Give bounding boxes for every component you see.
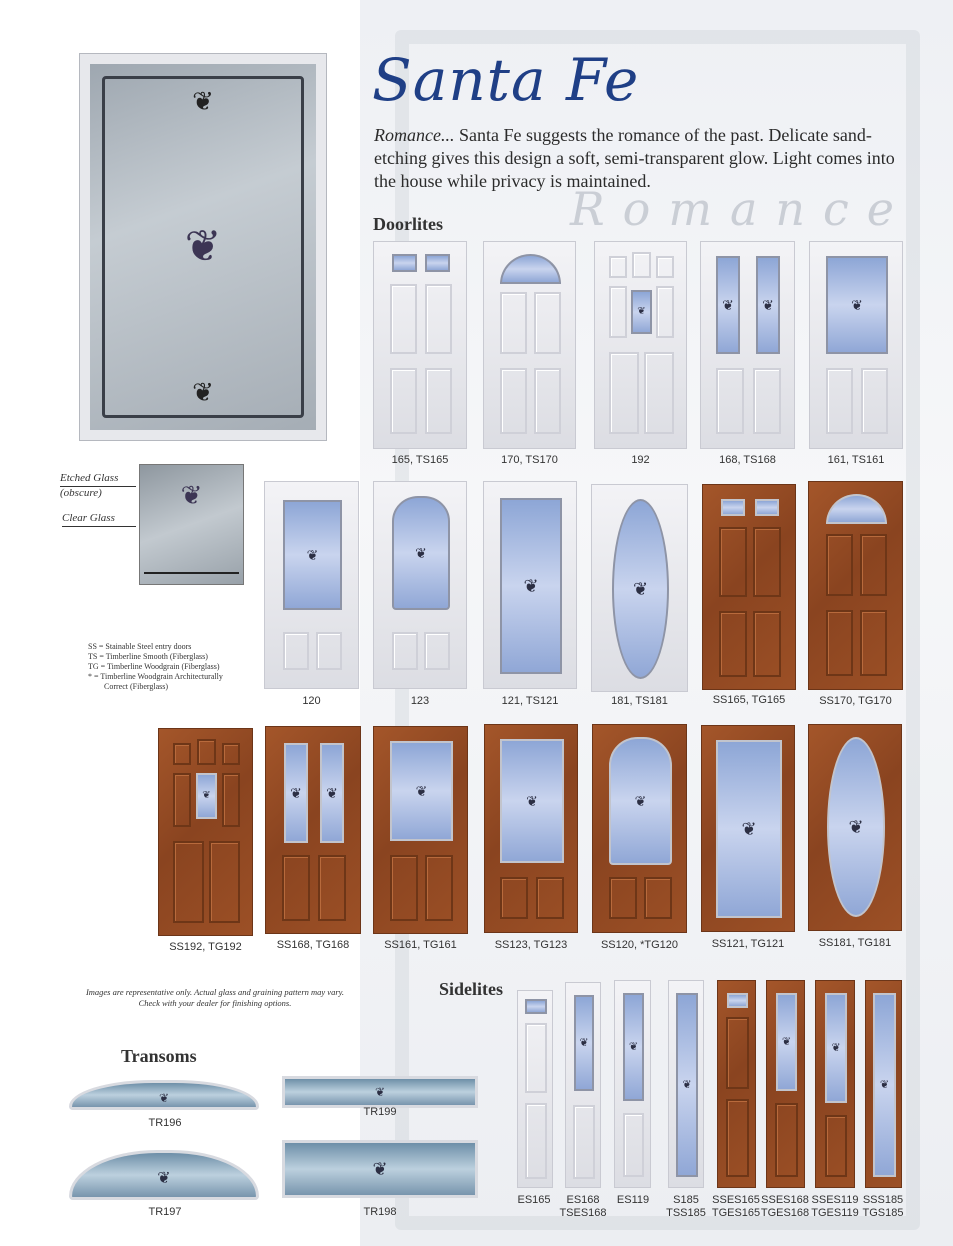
sidelite-panel — [775, 1103, 798, 1177]
door-panel — [316, 632, 342, 670]
door-panel — [609, 352, 639, 434]
door-panel — [716, 368, 744, 434]
glass-ornament-icon: ❦ — [634, 793, 647, 809]
sidelite-glass — [623, 993, 644, 1101]
door-panel — [392, 632, 418, 670]
door-panel — [860, 534, 887, 596]
transom-caption: TR199 — [363, 1106, 397, 1118]
door-ss121[interactable] — [701, 725, 795, 932]
glass-ornament-icon: ❦ — [781, 1036, 792, 1048]
door-ss170[interactable] — [808, 481, 903, 690]
glass-ornament-icon: ❦ — [415, 545, 427, 561]
door-panel — [282, 855, 310, 921]
sidelite-glass — [873, 993, 896, 1177]
sidelite-sss185[interactable] — [865, 980, 902, 1188]
door-caption: 192 — [631, 454, 650, 466]
glass-ornament-icon: ❦ — [526, 793, 538, 809]
door-panel — [536, 877, 564, 919]
door-panel — [534, 292, 561, 354]
door-168[interactable] — [700, 241, 795, 449]
door-ss181[interactable] — [808, 724, 902, 931]
sidelite-panel — [573, 1105, 595, 1179]
door-glass — [500, 739, 564, 863]
door-ss161[interactable] — [373, 726, 468, 934]
door-caption: SS170, TG170 — [819, 695, 892, 707]
sidelite-sses119[interactable] — [815, 980, 855, 1188]
glass-ornament-icon: ❦ — [741, 819, 757, 839]
sidelite-caption — [511, 1194, 557, 1207]
door-120[interactable] — [264, 481, 359, 689]
transoms-heading: Transoms — [121, 1046, 197, 1066]
door-panel — [500, 292, 527, 354]
door-panel — [860, 610, 887, 676]
door-panel — [753, 368, 781, 434]
obscure-label: (obscure) — [60, 487, 102, 499]
legend-line: Correct (Fiberglass) — [104, 682, 169, 691]
door-caption: SS168, TG168 — [276, 939, 350, 951]
door-glass — [196, 773, 217, 819]
door-panel — [609, 256, 627, 278]
transom-ornament-icon: ❦ — [157, 1170, 171, 1188]
sidelite-es119[interactable] — [614, 980, 651, 1188]
transom-ornament-icon: ❦ — [372, 1159, 388, 1179]
door-panel — [644, 877, 672, 919]
sidelite-glass — [727, 993, 748, 1008]
sidelite-code-alt: TGES119 — [811, 1207, 859, 1219]
door-panel — [425, 855, 453, 921]
sidelite-code: SSES168 — [761, 1194, 809, 1206]
door-glass — [284, 743, 308, 843]
sidelite-glass — [776, 993, 797, 1091]
legend-line: TG = Timberline Woodgrain (Fiberglass) — [88, 662, 220, 671]
door-panel — [719, 527, 747, 597]
legend-line: TS = Timberline Smooth (Fiberglass) — [88, 652, 208, 661]
door-panel — [390, 368, 417, 434]
transom-caption: TR197 — [148, 1206, 182, 1218]
glass-ornament-icon: ❦ — [682, 1079, 692, 1091]
door-panel — [719, 611, 747, 677]
door-123[interactable] — [373, 481, 467, 689]
door-panel — [609, 877, 637, 919]
door-ss192[interactable] — [158, 728, 253, 936]
door-glass — [500, 498, 562, 674]
door-panel — [753, 527, 781, 597]
door-panel — [390, 855, 418, 921]
page-title: Santa Fe — [372, 46, 640, 114]
glass-detail-sample — [139, 464, 244, 585]
transom-ornament-icon: ❦ — [374, 1085, 386, 1099]
sidelite-glass — [676, 993, 698, 1177]
door-ss168[interactable] — [265, 726, 361, 934]
sample-clear-line — [144, 572, 239, 574]
door-caption: 170, TS170 — [501, 454, 558, 466]
door-panel — [826, 610, 853, 676]
disclaimer — [60, 987, 370, 1009]
glass-ornament-icon: ❦ — [722, 297, 734, 313]
glass-ornament-icon: ❦ — [851, 297, 863, 313]
glass-ornament-icon: ❦ — [879, 1079, 890, 1091]
door-panel — [534, 368, 561, 434]
door-caption: SS123, TG123 — [494, 939, 568, 951]
glass-ornament-icon: ❦ — [415, 783, 428, 799]
sidelite-code-alt: TSS185 — [666, 1207, 706, 1219]
sidelite-caption — [662, 1194, 710, 1220]
door-181[interactable] — [591, 484, 688, 692]
door-caption: SS181, TG181 — [818, 937, 892, 949]
sidelite-code-alt: TGES168 — [760, 1207, 810, 1219]
door-panel — [500, 877, 528, 919]
transom-tr199[interactable] — [282, 1076, 478, 1108]
sidelite-s185[interactable] — [668, 980, 704, 1188]
glass-ornament-icon: ❦ — [326, 785, 338, 801]
glass-ornament-icon: ❦ — [579, 1037, 589, 1049]
door-ss123[interactable] — [484, 724, 578, 933]
etched-glass-label: Etched Glass — [60, 472, 119, 484]
transom-tr197[interactable] — [69, 1150, 259, 1200]
door-panel — [609, 286, 627, 338]
material-legend — [88, 642, 223, 692]
sidelite-es165[interactable] — [517, 990, 553, 1188]
door-192[interactable] — [594, 241, 687, 449]
sidelite-code: S185 — [673, 1194, 699, 1206]
transom-caption: TR196 — [148, 1117, 182, 1129]
sample-ornament-icon: ❦ — [180, 479, 203, 510]
door-caption: 120 — [302, 695, 321, 707]
romance-watermark: Romance — [570, 182, 912, 236]
sidelite-caption — [710, 1194, 762, 1220]
glass-bottom-ornament-icon: ❦ — [192, 377, 214, 407]
door-panel — [644, 352, 674, 434]
door-caption: 121, TS121 — [501, 695, 559, 707]
glass-ornament-icon: ❦ — [831, 1042, 841, 1054]
door-165[interactable] — [373, 241, 467, 449]
sidelite-code: ES119 — [616, 1194, 650, 1206]
door-caption: 181, TS181 — [611, 695, 668, 707]
door-170[interactable] — [483, 241, 576, 449]
door-glass — [320, 743, 344, 843]
sidelite-glass — [574, 995, 594, 1091]
door-panel — [283, 632, 309, 670]
door-glass — [425, 254, 450, 272]
door-panel — [425, 368, 452, 434]
door-panel — [222, 773, 240, 827]
door-glass — [609, 737, 672, 865]
clear-leader-line — [62, 526, 136, 527]
door-glass — [827, 737, 885, 917]
door-caption: SS121, TG121 — [711, 938, 785, 950]
glass-center-ornament-icon: ❦ — [184, 222, 222, 271]
door-panel — [173, 773, 191, 827]
door-panel — [173, 841, 204, 923]
sidelite-caption — [559, 1194, 607, 1220]
sidelite-caption — [809, 1194, 861, 1220]
door-caption: 165, TS165 — [391, 454, 449, 466]
sidelite-code-alt: TGS185 — [862, 1207, 904, 1219]
door-panel — [656, 256, 674, 278]
door-panel — [318, 855, 346, 921]
glass-ornament-icon: ❦ — [628, 1041, 639, 1053]
door-glass — [755, 499, 779, 516]
door-panel — [425, 284, 452, 354]
glass-ornament-icon: ❦ — [762, 297, 774, 313]
door-panel — [209, 841, 240, 923]
santa-fe-glass-feature — [80, 54, 326, 440]
door-panel — [500, 368, 527, 434]
sidelite-code: SSS185 — [862, 1194, 904, 1206]
transom-tr198[interactable] — [282, 1140, 478, 1198]
glass-ornament-icon: ❦ — [306, 547, 319, 563]
door-glass — [721, 499, 745, 516]
sidelite-code: SSES119 — [811, 1194, 859, 1206]
sidelite-glass — [525, 999, 547, 1014]
door-caption: SS165, TG165 — [712, 694, 786, 706]
door-panel — [861, 368, 888, 434]
door-caption: 168, TS168 — [719, 454, 776, 466]
disclaimer-line: Images are representative only. Actual glass and graining pattern may vary. — [85, 987, 345, 997]
door-glass — [392, 254, 417, 272]
glass-ornament-icon: ❦ — [632, 579, 649, 599]
door-121[interactable] — [483, 481, 577, 689]
door-glass — [826, 256, 888, 354]
sidelite-caption — [759, 1194, 811, 1220]
sidelite-caption — [610, 1194, 656, 1207]
door-panel — [753, 611, 781, 677]
door-161[interactable] — [809, 241, 903, 449]
sidelite-code: ES168 — [566, 1194, 600, 1206]
clear-glass-label: Clear Glass — [62, 512, 115, 524]
door-caption: 161, TS161 — [827, 454, 885, 466]
sidelite-panel — [726, 1017, 749, 1089]
door-glass — [500, 254, 561, 284]
sidelite-code-alt: TSES168 — [559, 1207, 607, 1219]
door-glass — [612, 499, 669, 679]
legend-line: SS = Stainable Steel entry doors — [88, 642, 192, 651]
glass-top-ornament-icon: ❦ — [192, 86, 214, 116]
door-glass — [390, 741, 453, 841]
intro-lead: Romance... — [374, 125, 455, 145]
disclaimer-line: Check with your dealer for finishing options. — [138, 998, 292, 1008]
door-glass — [283, 500, 342, 610]
glass-ornament-icon: ❦ — [637, 306, 646, 317]
sidelites-heading: Sidelites — [439, 979, 504, 999]
sidelite-panel — [825, 1115, 847, 1177]
door-panel — [656, 286, 674, 338]
sidelite-panel — [726, 1099, 749, 1177]
intro-body: Santa Fe suggests the romance of the past. Delicate sand-etching gives this design a soft, semi-transparent glow. Light comes into the house while privacy is maintained. — [374, 125, 895, 191]
door-glass — [756, 256, 780, 354]
door-panel — [632, 252, 651, 278]
transom-tr196[interactable] — [69, 1080, 259, 1110]
sidelite-panel — [525, 1103, 547, 1179]
sidelite-es168[interactable] — [565, 982, 601, 1188]
door-caption: SS161, TG161 — [384, 939, 457, 951]
sidelite-panel — [623, 1113, 644, 1177]
door-glass — [716, 740, 782, 918]
legend-line: * = Timberline Woodgrain Architecturally — [88, 672, 223, 681]
sidelite-caption — [857, 1194, 909, 1220]
door-glass — [826, 494, 887, 524]
sidelite-panel — [525, 1023, 547, 1093]
sidelite-code: ES165 — [517, 1194, 551, 1206]
door-caption: 123 — [410, 695, 430, 707]
door-glass — [631, 290, 652, 334]
sidelite-sses168[interactable] — [766, 980, 805, 1188]
door-panel — [390, 284, 417, 354]
sidelite-glass — [825, 993, 847, 1103]
door-ss165[interactable] — [702, 484, 796, 690]
glass-ornament-icon: ❦ — [523, 576, 539, 596]
door-panel — [197, 739, 216, 765]
doorlites-heading: Doorlites — [373, 214, 443, 234]
glass-ornament-icon: ❦ — [202, 790, 211, 801]
sidelite-code: SSES165 — [712, 1194, 760, 1206]
transom-ornament-icon: ❦ — [158, 1090, 170, 1105]
door-panel — [826, 368, 853, 434]
door-caption: SS192, TG192 — [169, 941, 242, 953]
glass-ornament-icon: ❦ — [848, 817, 864, 837]
door-glass — [392, 496, 450, 610]
door-caption: SS120, *TG120 — [600, 939, 679, 951]
glass-ornament-icon: ❦ — [290, 785, 302, 801]
door-panel — [222, 743, 240, 765]
door-panel — [424, 632, 450, 670]
transom-caption: TR198 — [363, 1206, 397, 1218]
door-ss120[interactable] — [592, 724, 687, 933]
door-panel — [173, 743, 191, 765]
door-glass — [716, 256, 740, 354]
sidelite-sses165[interactable] — [717, 980, 756, 1188]
door-panel — [826, 534, 853, 596]
sidelite-code-alt: TGES165 — [711, 1207, 761, 1219]
